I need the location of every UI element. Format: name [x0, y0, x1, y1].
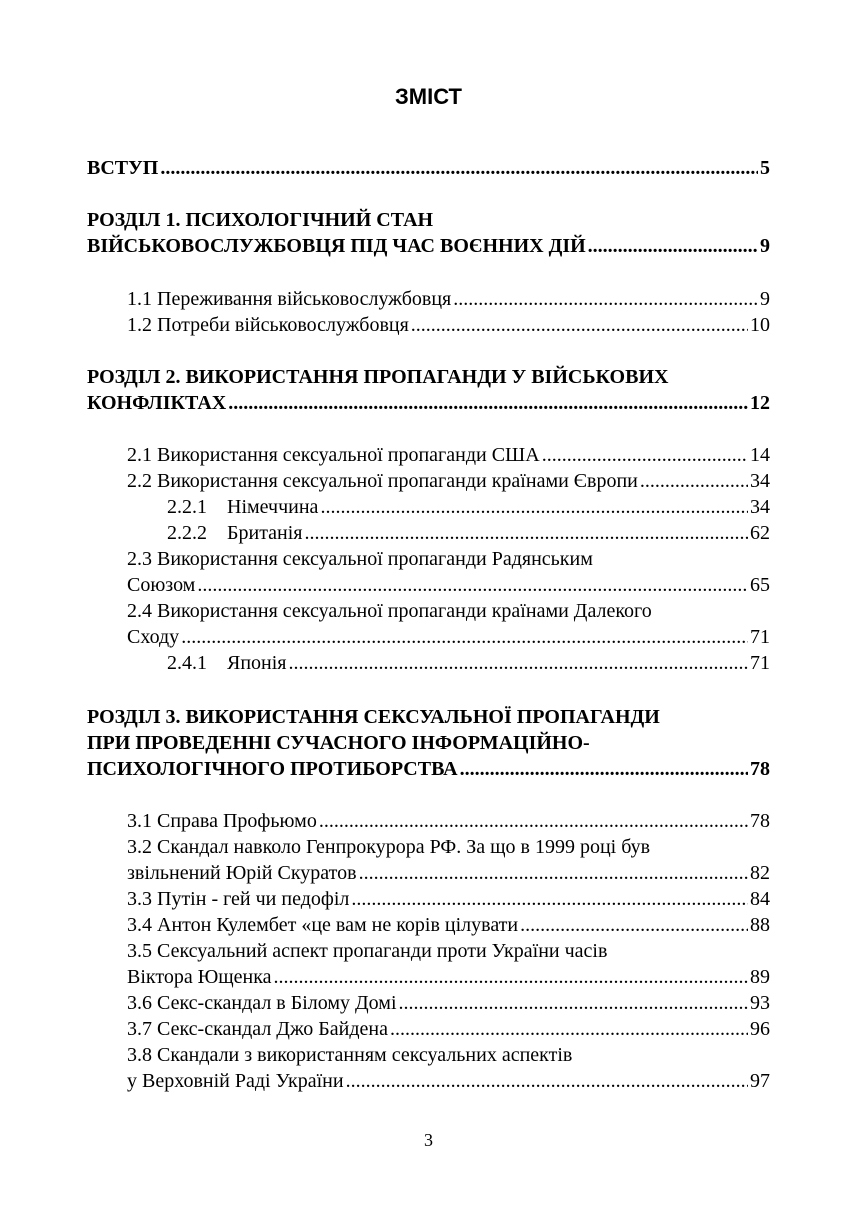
toc-entry-text: РОЗДІЛ 3. ВИКОРИСТАННЯ СЕКСУАЛЬНОЇ ПРОПАГАНДИ [87, 706, 660, 728]
toc-page-number: 88 [750, 914, 770, 936]
toc-entry-text: 3.8 Скандали з використанням сексуальних аспектів [127, 1044, 573, 1066]
toc-entry-2-1[interactable] [127, 442, 770, 469]
toc-page-number: 82 [750, 862, 770, 884]
toc-entry-text: Японія [227, 652, 287, 674]
toc-entry-text: ПСИХОЛОГІЧНОГО ПРОТИБОРСТВА [87, 758, 458, 780]
toc-entry-text: 3.4 Антон Кулембет «це вам не корів цілувати [127, 914, 519, 936]
toc-entry-2-4-line-2[interactable] [127, 624, 770, 651]
toc-dot-leader [640, 468, 748, 495]
toc-section-3-line-1[interactable] [87, 704, 770, 731]
toc-entry-text: 3.1 Справа Профьюмо [127, 810, 317, 832]
toc-page-number: 9 [760, 288, 770, 310]
toc-dot-leader [359, 860, 748, 887]
toc-dot-leader [542, 442, 748, 469]
toc-entry-text: ПРИ ПРОВЕДЕННІ СУЧАСНОГО ІНФОРМАЦІЙНО- [87, 732, 590, 754]
toc-entry-text: РОЗДІЛ 1. ПСИХОЛОГІЧНИЙ СТАН [87, 209, 434, 231]
toc-entry-2-3-line-2[interactable] [127, 572, 770, 599]
toc-entry-text: 2.2 Використання сексуальної пропаганди країнами Європи [127, 470, 638, 492]
toc-page-number: 5 [760, 157, 770, 179]
toc-entry-text: 2.1 Використання сексуальної пропаганди США [127, 444, 540, 466]
toc-entry-3-8-line-2[interactable] [127, 1068, 770, 1095]
toc-entry-intro[interactable] [87, 155, 770, 182]
toc-entry-3-6[interactable] [127, 990, 770, 1017]
toc-entry-1-1[interactable] [127, 286, 770, 313]
toc-entry-3-5-line-2[interactable] [127, 964, 770, 991]
toc-entry-text: 3.2 Скандал навколо Генпрокурора РФ. За що в 1999 році був [127, 836, 651, 858]
toc-entry-3-2-line-2[interactable] [127, 860, 770, 887]
toc-entry-text: Німеччина [227, 496, 319, 518]
toc-entry-text: РОЗДІЛ 2. ВИКОРИСТАННЯ ПРОПАГАНДИ У ВІЙСЬКОВИХ [87, 366, 669, 388]
toc-entry-2-2[interactable] [127, 468, 770, 495]
toc-entry-3-2-line-1[interactable] [127, 834, 770, 861]
toc-dot-leader [228, 390, 748, 417]
toc-dot-leader [399, 990, 748, 1017]
toc-entry-2-4-line-1[interactable] [127, 598, 770, 625]
toc-entry-3-3[interactable] [127, 886, 770, 913]
toc-entry-text: 3.3 Путін - гей чи педофіл [127, 888, 350, 910]
toc-page-number: 65 [750, 574, 770, 596]
toc-entry-2-2-2[interactable] [167, 520, 770, 547]
toc-entry-text: Британія [227, 522, 303, 544]
toc-entry-text: 3.6 Секс-скандал в Білому Домі [127, 992, 397, 1014]
toc-section-2-line-1[interactable] [87, 364, 770, 391]
toc-page-number: 93 [750, 992, 770, 1014]
toc-dot-leader [453, 286, 758, 313]
toc-dot-leader [460, 756, 748, 783]
toc-entry-text: 1.2 Потреби військовослужбовця [127, 314, 409, 336]
toc-entry-3-4[interactable] [127, 912, 770, 939]
toc-entry-3-1[interactable] [127, 808, 770, 835]
toc-page-number: 9 [760, 235, 770, 257]
toc-dot-leader [289, 650, 748, 677]
toc-dot-leader [305, 520, 748, 547]
toc-entry-text: Сходу [127, 626, 180, 648]
toc-page-number: 10 [750, 314, 770, 336]
toc-dot-leader [319, 808, 748, 835]
page-title: ЗМІСТ [395, 84, 462, 109]
toc-entry-number: 2.2.1 [167, 496, 207, 518]
toc-page-number: 89 [750, 966, 770, 988]
toc-entry-3-5-line-1[interactable] [127, 938, 770, 965]
toc-dot-leader [588, 233, 758, 260]
toc-dot-leader [274, 964, 748, 991]
toc-page-number: 71 [750, 626, 770, 648]
toc-entry-text: Віктора Ющенка [127, 966, 272, 988]
toc-page-number: 62 [750, 522, 770, 544]
toc-dot-leader [411, 312, 748, 339]
toc-dot-leader [390, 1016, 748, 1043]
toc-section-1-line-1[interactable] [87, 207, 770, 234]
toc-page-number: 71 [750, 652, 770, 674]
toc-entry-3-8-line-1[interactable] [127, 1042, 770, 1069]
toc-section-1-line-2[interactable] [87, 233, 770, 260]
toc-entry-text: ВІЙСЬКОВОСЛУЖБОВЦЯ ПІД ЧАС ВОЄННИХ ДІЙ [87, 235, 586, 257]
toc-page-number: 96 [750, 1018, 770, 1040]
toc-dot-leader [197, 572, 748, 599]
toc-page-number: 78 [750, 758, 770, 780]
toc-dot-leader [520, 912, 748, 939]
toc-page-number: 78 [750, 810, 770, 832]
toc-entry-text: КОНФЛІКТАХ [87, 392, 227, 414]
toc-entry-2-4-1[interactable] [167, 650, 770, 677]
toc-dot-leader [320, 494, 748, 521]
toc-entry-number: 2.2.2 [167, 522, 207, 544]
toc-section-3-line-2[interactable] [87, 730, 770, 757]
toc-entry-text: у Верховній Раді України [127, 1070, 344, 1092]
toc-entry-2-2-1[interactable] [167, 494, 770, 521]
toc-entry-text: звільнений Юрій Скуратов [127, 862, 357, 884]
toc-entry-3-7[interactable] [127, 1016, 770, 1043]
toc-dot-leader [351, 886, 748, 913]
toc-dot-leader [160, 155, 758, 182]
toc-page-number: 12 [750, 392, 770, 414]
toc-page-number: 84 [750, 888, 770, 910]
toc-page-number: 34 [750, 496, 770, 518]
toc-entry-number: 2.4.1 [167, 652, 207, 674]
toc-entry-text: 2.4 Використання сексуальної пропаганди країнами Далекого [127, 600, 652, 622]
toc-entry-text: 1.1 Переживання військовослужбовця [127, 288, 452, 310]
toc-page-number: 34 [750, 470, 770, 492]
toc-page-number: 14 [750, 444, 770, 466]
toc-entry-1-2[interactable] [127, 312, 770, 339]
toc-section-2-line-2[interactable] [87, 390, 770, 417]
page-number: 3 [424, 1130, 433, 1150]
toc-section-3-line-3[interactable] [87, 756, 770, 783]
toc-entry-text: 3.7 Секс-скандал Джо Байдена [127, 1018, 388, 1040]
toc-dot-leader [346, 1068, 748, 1095]
toc-entry-text: ВСТУП [87, 157, 159, 179]
toc-entry-2-3-line-1[interactable] [127, 546, 770, 573]
toc-dot-leader [181, 624, 748, 651]
toc-entry-text: 2.3 Використання сексуальної пропаганди Радянським [127, 548, 593, 570]
toc-entry-text: 3.5 Сексуальний аспект пропаганди проти України часів [127, 940, 608, 962]
toc-page-number: 97 [750, 1070, 770, 1092]
toc-entry-text: Союзом [127, 574, 196, 596]
